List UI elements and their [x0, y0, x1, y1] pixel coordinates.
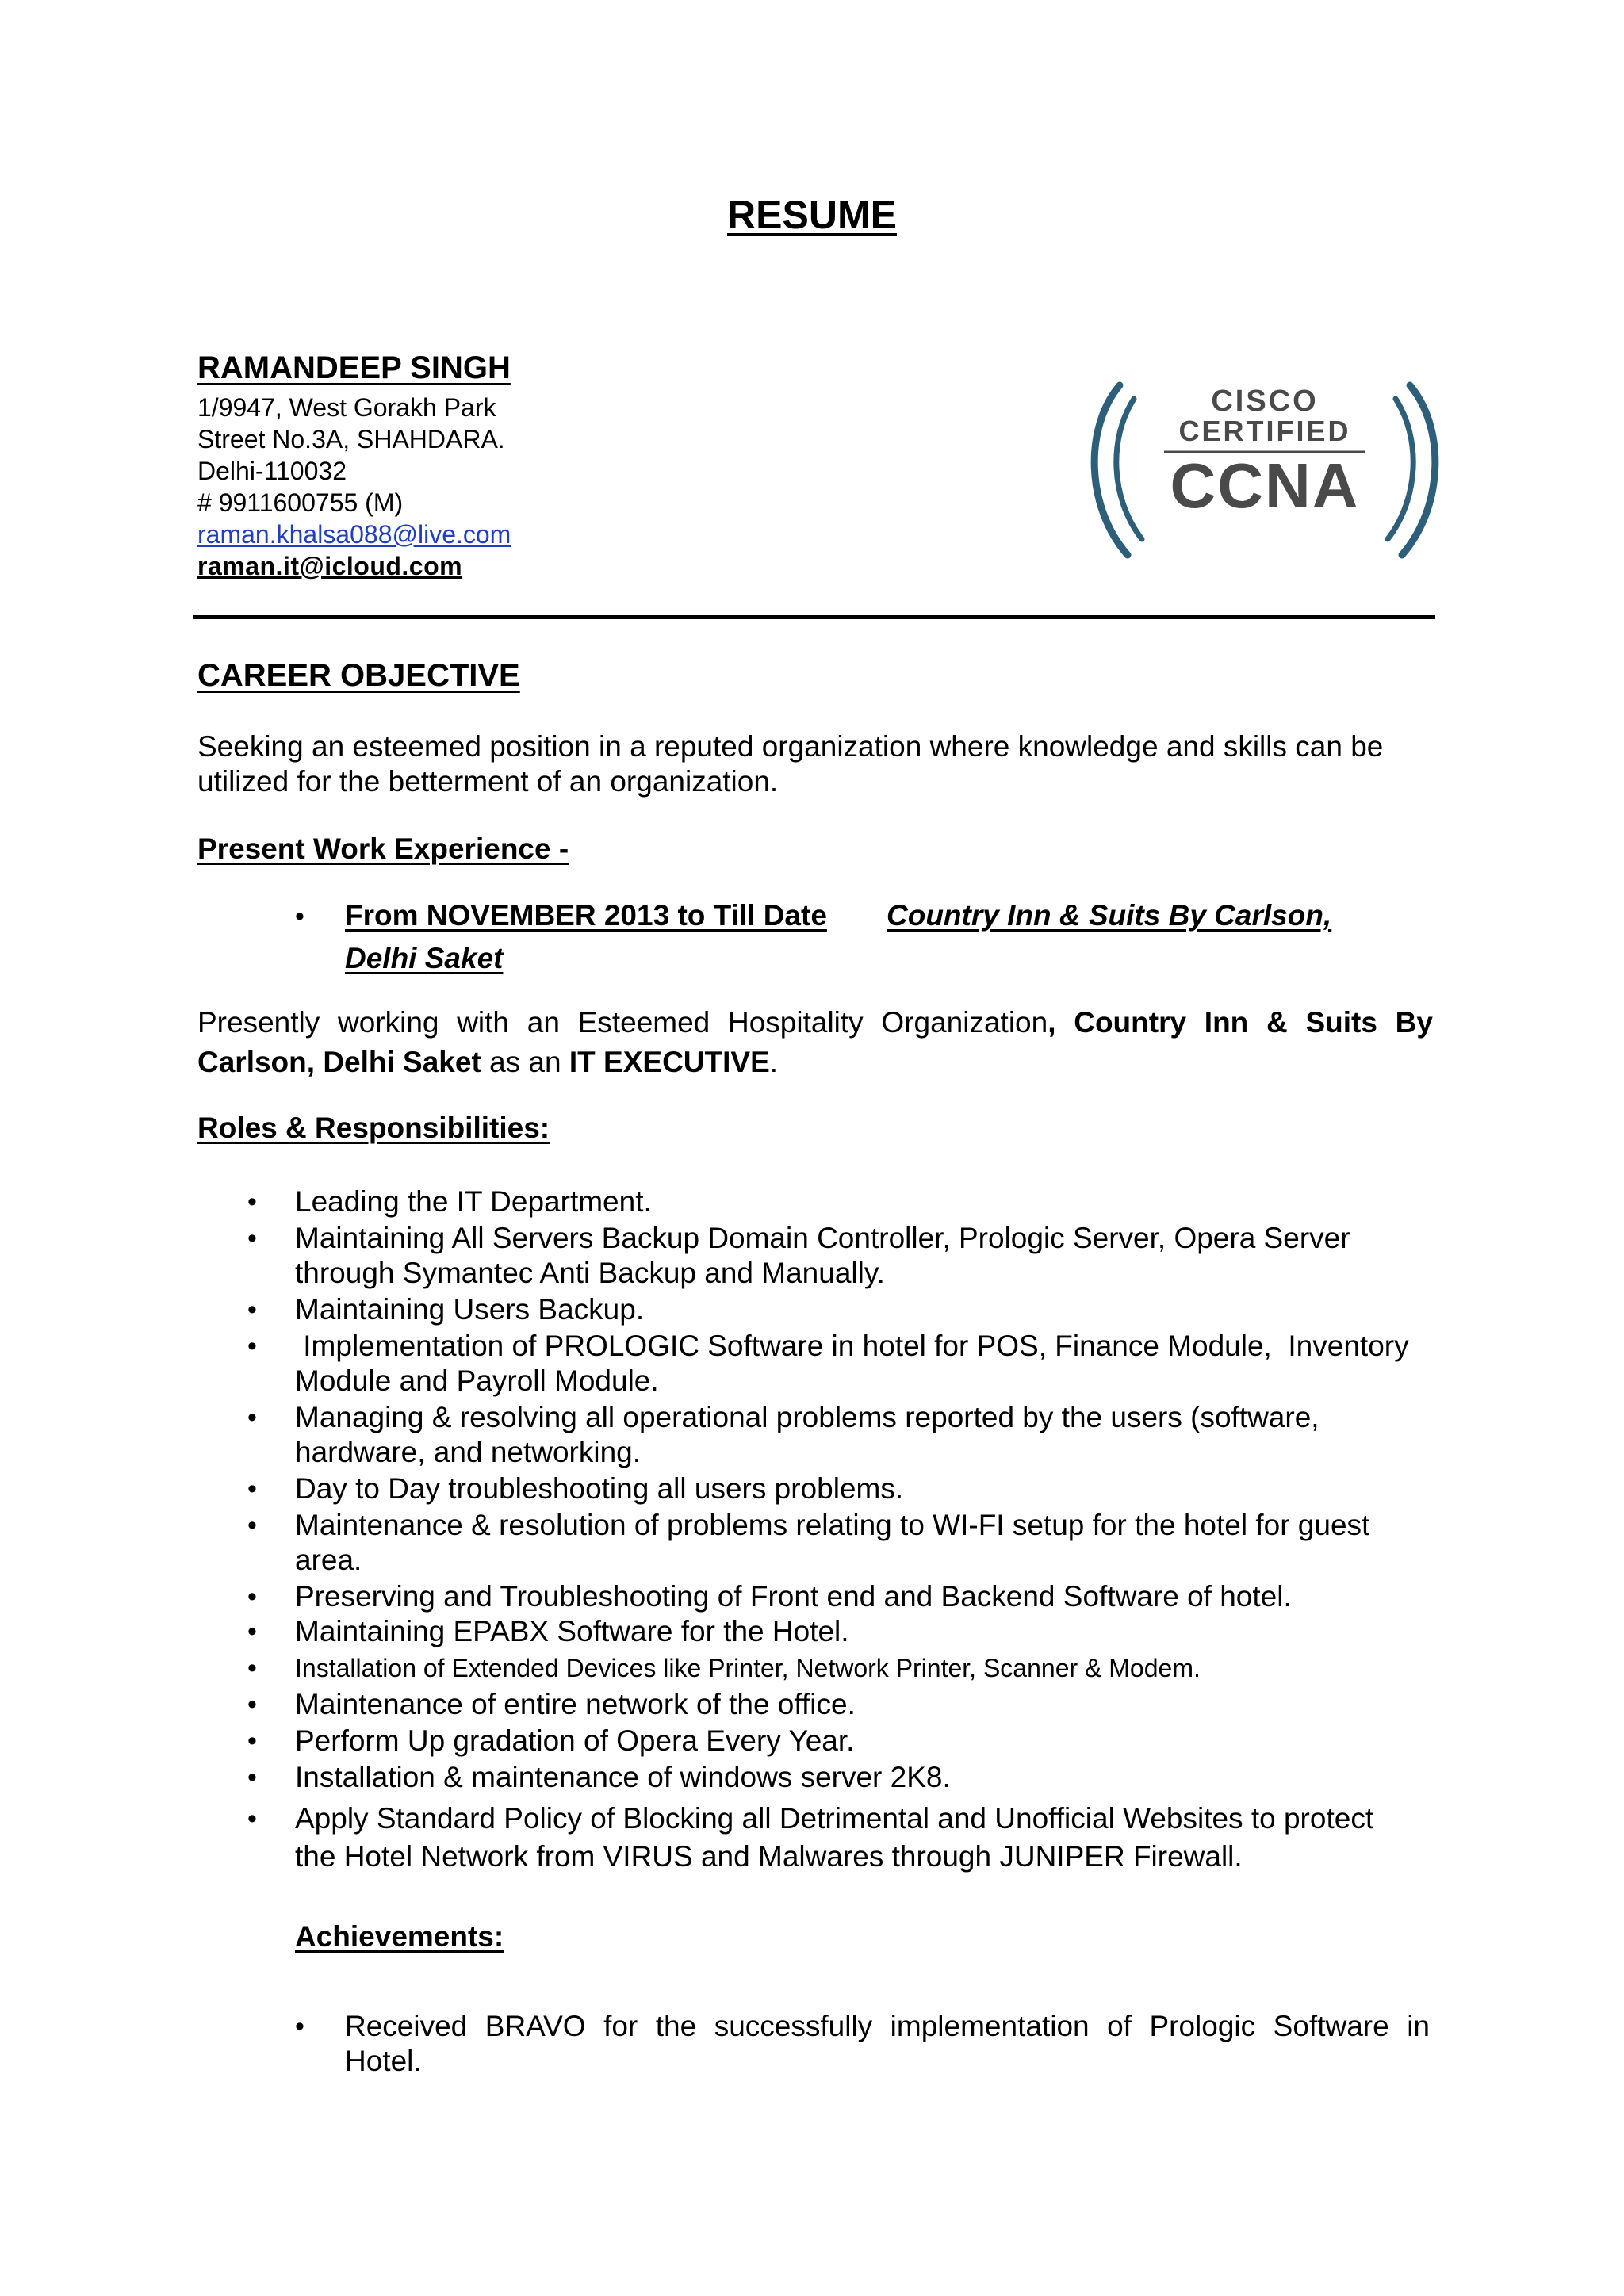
address-line-2: Street No.3A, SHAHDARA.: [197, 425, 505, 453]
career-objective-heading: CAREER OBJECTIVE: [197, 658, 520, 693]
section-divider: [193, 615, 1435, 619]
role-item-continued: through Symantec Anti Backup and Manually.: [295, 1257, 885, 1289]
role-item: Installation & maintenance of windows server 2K8.: [295, 1761, 951, 1793]
role-bullet: •: [247, 1402, 257, 1433]
role-item: Installation of Extended Devices like Printer, Network Printer, Scanner & Modem.: [295, 1654, 1201, 1682]
experience-summary-line-2: Carlson, Delhi Saket as an IT EXECUTIVE.: [197, 1046, 779, 1078]
role-item: Managing & resolving all operational problems reported by the users (software,: [295, 1401, 1320, 1433]
logo-text-ccna: CCNA: [1170, 450, 1360, 521]
role-item: Maintenance & resolution of problems relating to WI-FI setup for the hotel for guest: [295, 1509, 1370, 1541]
career-objective-line-2: utilized for the betterment of an organization.: [197, 765, 779, 798]
role-bullet: •: [247, 1223, 257, 1253]
role-bullet: •: [247, 1617, 257, 1647]
logo-text-certified: CERTIFIED: [1178, 415, 1351, 447]
role-bullet: •: [247, 1187, 257, 1217]
logo-arc-left-outer: [1094, 385, 1128, 555]
role-item: Maintenance of entire network of the office.: [295, 1688, 856, 1720]
contact-details: [197, 392, 511, 582]
role-item: Leading the IT Department.: [295, 1185, 652, 1218]
achievement-item-continued: Hotel.: [345, 2045, 422, 2077]
role-bullet: •: [247, 1726, 257, 1756]
role-item: Apply Standard Policy of Blocking all Detrimental and Unofficial Websites to protect: [295, 1802, 1374, 1835]
work-experience-heading: Present Work Experience -: [197, 832, 569, 865]
address-line-3: Delhi-110032: [197, 457, 347, 485]
role-item: Maintaining EPABX Software for the Hotel.: [295, 1615, 849, 1647]
logo-arc-left-inner: [1116, 399, 1142, 539]
role-item: Day to Day troubleshooting all users problems.: [295, 1472, 904, 1505]
email-link-live[interactable]: raman.khalsa088@live.com: [197, 520, 511, 549]
role-bullet: •: [247, 1474, 257, 1504]
role-bullet: •: [247, 1582, 257, 1612]
experience-period: From NOVEMBER 2013 to Till Date: [345, 899, 827, 932]
page-title: RESUME: [727, 193, 897, 237]
role-bullet: •: [247, 1804, 257, 1834]
role-item: Maintaining All Servers Backup Domain Controller, Prologic Server, Opera Server: [295, 1222, 1350, 1254]
achievements-heading: Achievements:: [295, 1920, 504, 1953]
role-item: Implementation of PROLOGIC Software in hotel for POS, Finance Module, Inventory: [295, 1330, 1409, 1362]
cisco-ccna-logo: [1078, 371, 1451, 569]
role-bullet: •: [247, 1689, 257, 1720]
role-item: Perform Up gradation of Opera Every Year.: [295, 1724, 855, 1757]
experience-bullet: •: [295, 901, 304, 932]
role-item-continued: area.: [295, 1544, 362, 1576]
address-line-1: 1/9947, West Gorakh Park: [197, 393, 496, 422]
experience-employer: Country Inn & Suits By Carlson,: [887, 899, 1332, 932]
achievement-item: Received BRAVO for the successfully implementation of Prologic Software in: [345, 2010, 1430, 2042]
experience-location: Delhi Saket: [345, 942, 504, 974]
role-bullet: •: [247, 1295, 257, 1325]
experience-summary-line-1: Presently working with an Esteemed Hospitality Organization, Country Inn & Suits By: [197, 1006, 1433, 1039]
role-item-continued: hardware, and networking.: [295, 1436, 642, 1468]
role-bullet: •: [247, 1653, 257, 1683]
achievement-bullet: •: [295, 2011, 304, 2042]
role-bullet: •: [247, 1762, 257, 1793]
email-link-icloud[interactable]: raman.it@icloud.com: [197, 552, 463, 580]
logo-text-cisco: CISCO: [1211, 385, 1319, 418]
roles-heading: Roles & Responsibilities:: [197, 1112, 550, 1144]
role-item-continued: the Hotel Network from VIRUS and Malwares through JUNIPER Firewall.: [295, 1840, 1243, 1873]
logo-arc-right-outer: [1402, 385, 1435, 555]
role-bullet: •: [247, 1510, 257, 1540]
logo-arc-right-inner: [1388, 399, 1413, 539]
role-item-continued: Module and Payroll Module.: [295, 1364, 659, 1397]
role-bullet: •: [247, 1331, 257, 1361]
role-item: Maintaining Users Backup.: [295, 1293, 645, 1326]
candidate-name: RAMANDEEP SINGH: [197, 350, 511, 385]
career-objective-line-1: Seeking an esteemed position in a reputed organization where knowledge and skills can be: [197, 730, 1384, 763]
role-item: Preserving and Troubleshooting of Front end and Backend Software of hotel.: [295, 1580, 1292, 1613]
phone-number: # 9911600755 (M): [197, 488, 404, 517]
